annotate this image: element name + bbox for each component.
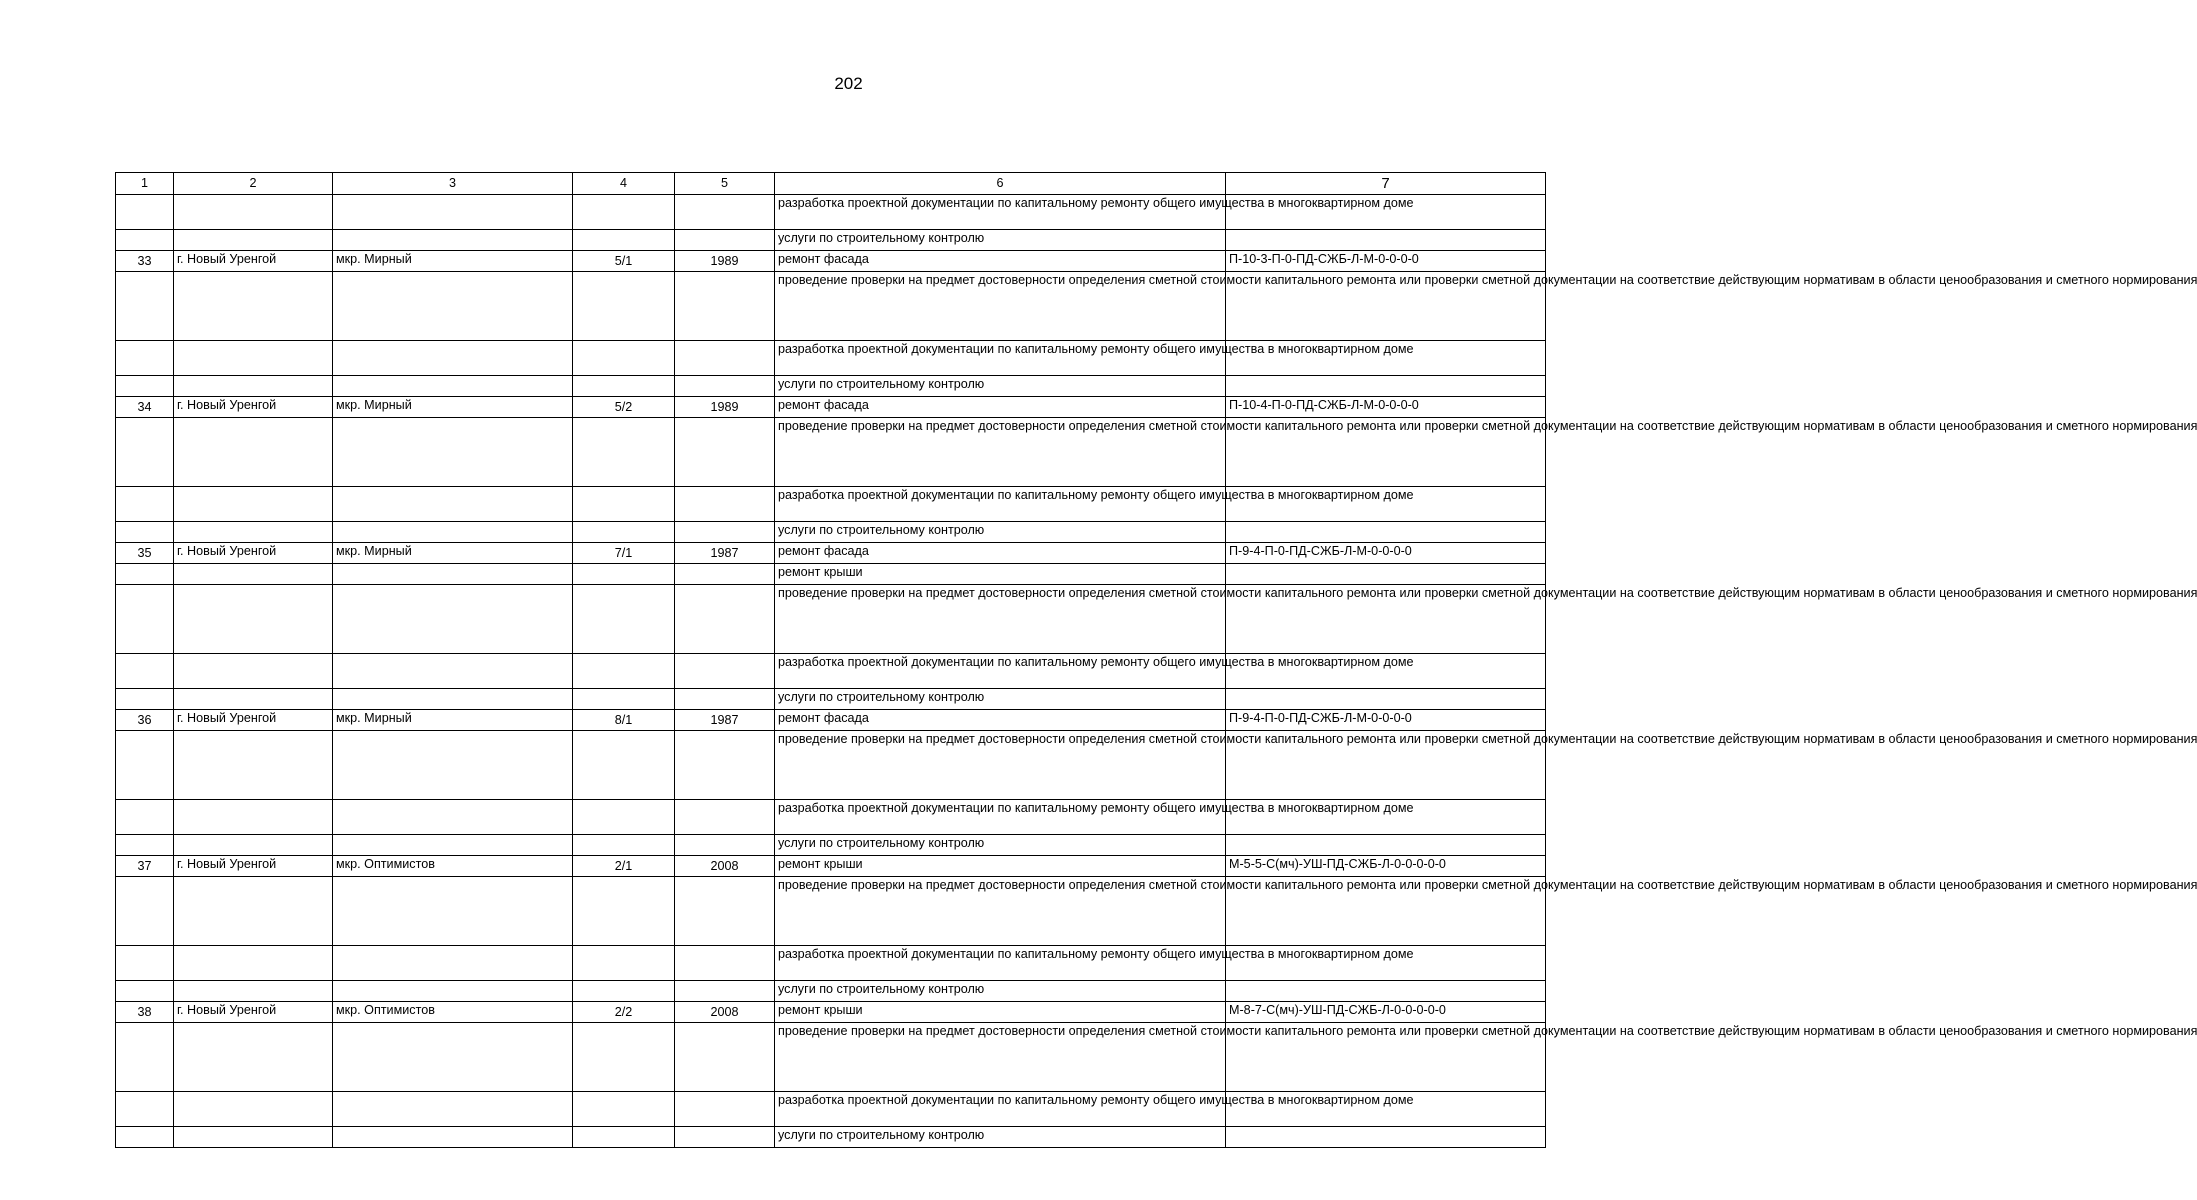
house-code-cell [1226,230,1546,251]
city-cell [174,1092,333,1127]
house-number-cell: 2/1 [573,856,675,877]
object-number-cell [116,731,174,800]
district-cell: мкр. Мирный [333,251,573,272]
city-cell [174,1023,333,1092]
work-type-cell: ремонт фасада [775,710,1226,731]
house-number-cell [573,230,675,251]
district-cell [333,1127,573,1148]
table-row [116,1002,1546,1023]
build-year-cell [675,800,775,835]
work-type-cell: разработка проектной документации по капитальному ремонту общего имущества в многоквартирном доме [775,195,1226,230]
table-row [116,376,1546,397]
district-cell [333,1023,573,1092]
house-number-cell [573,981,675,1002]
city-cell: г. Новый Уренгой [174,251,333,272]
district-cell [333,195,573,230]
object-number-cell [116,341,174,376]
object-number-cell [116,272,174,341]
build-year-cell [675,946,775,981]
city-cell [174,376,333,397]
house-number-cell [573,731,675,800]
house-number-cell [573,654,675,689]
house-number-cell [573,1092,675,1127]
house-number-cell [573,341,675,376]
house-code-cell: П-9-4-П-0-ПД-СЖБ-Л-М-0-0-0-0 [1226,710,1546,731]
house-code-cell: М-8-7-С(мч)-УШ-ПД-СЖБ-Л-0-0-0-0-0 [1226,1002,1546,1023]
build-year-cell [675,195,775,230]
column-header: 2 [174,173,333,195]
table-row [116,731,1546,800]
city-cell [174,654,333,689]
house-number-cell [573,195,675,230]
district-cell [333,654,573,689]
work-type-cell: услуги по строительному контролю [775,1127,1226,1148]
work-type-cell: проведение проверки на предмет достоверности определения сметной стоимости капитального ремонта или проверки сметной документации на соответствие действующим нормативам в области ценообразования и сметного нормирования [775,1023,1226,1092]
build-year-cell: 1987 [675,543,775,564]
work-type-cell: ремонт крыши [775,856,1226,877]
column-header: 3 [333,173,573,195]
build-year-cell [675,877,775,946]
build-year-cell [675,487,775,522]
build-year-cell: 1989 [675,397,775,418]
house-code-cell [1226,981,1546,1002]
table-row [116,341,1546,376]
work-type-cell: проведение проверки на предмет достоверности определения сметной стоимости капитального ремонта или проверки сметной документации на соответствие действующим нормативам в области ценообразования и сметного нормирования [775,731,1226,800]
build-year-cell [675,230,775,251]
column-header: 6 [775,173,1226,195]
page-number: 202 [834,74,863,93]
house-code-cell [1226,689,1546,710]
house-number-cell [573,564,675,585]
city-cell [174,800,333,835]
table-row [116,397,1546,418]
house-number-cell [573,522,675,543]
district-cell [333,418,573,487]
house-code-cell [1226,1127,1546,1148]
district-cell [333,1092,573,1127]
city-cell [174,731,333,800]
table-row [116,835,1546,856]
house-code-cell: М-5-5-С(мч)-УШ-ПД-СЖБ-Л-0-0-0-0-0 [1226,856,1546,877]
district-cell [333,981,573,1002]
city-cell [174,418,333,487]
object-number-cell: 34 [116,397,174,418]
house-code-cell [1226,376,1546,397]
district-cell [333,487,573,522]
city-cell [174,272,333,341]
column-header: 7 [1226,173,1546,195]
district-cell [333,800,573,835]
house-code-cell [1226,564,1546,585]
district-cell: мкр. Мирный [333,543,573,564]
work-type-cell: проведение проверки на предмет достоверности определения сметной стоимости капитального ремонта или проверки сметной документации на соответствие действующим нормативам в области ценообразования и сметного нормирования [775,418,1226,487]
table-row [116,1092,1546,1127]
object-number-cell [116,487,174,522]
house-number-cell: 5/1 [573,251,675,272]
district-cell [333,877,573,946]
build-year-cell [675,418,775,487]
table-row [116,487,1546,522]
work-type-cell: ремонт фасада [775,543,1226,564]
city-cell: г. Новый Уренгой [174,710,333,731]
object-number-cell: 35 [116,543,174,564]
city-cell [174,341,333,376]
table-row [116,272,1546,341]
build-year-cell: 1989 [675,251,775,272]
build-year-cell: 2008 [675,1002,775,1023]
city-cell [174,522,333,543]
house-code-cell [1226,522,1546,543]
build-year-cell [675,564,775,585]
table-row [116,654,1546,689]
work-type-cell: разработка проектной документации по капитальному ремонту общего имущества в многоквартирном доме [775,946,1226,981]
district-cell [333,585,573,654]
house-number-cell: 8/1 [573,710,675,731]
build-year-cell: 2008 [675,856,775,877]
house-number-cell: 2/2 [573,1002,675,1023]
city-cell: г. Новый Уренгой [174,1002,333,1023]
house-number-cell: 7/1 [573,543,675,564]
house-number-cell [573,487,675,522]
city-cell [174,230,333,251]
work-type-cell: разработка проектной документации по капитальному ремонту общего имущества в многоквартирном доме [775,1092,1226,1127]
house-number-cell: 5/2 [573,397,675,418]
build-year-cell [675,731,775,800]
district-cell [333,835,573,856]
table-row [116,251,1546,272]
work-type-cell: ремонт фасада [775,397,1226,418]
object-number-cell: 33 [116,251,174,272]
work-type-cell: проведение проверки на предмет достоверности определения сметной стоимости капитального ремонта или проверки сметной документации на соответствие действующим нормативам в области ценообразования и сметного нормирования [775,877,1226,946]
table-row [116,543,1546,564]
district-cell: мкр. Мирный [333,397,573,418]
work-type-cell: услуги по строительному контролю [775,522,1226,543]
table-row [116,564,1546,585]
work-type-cell: ремонт фасада [775,251,1226,272]
house-number-cell [573,800,675,835]
district-cell [333,272,573,341]
build-year-cell [675,689,775,710]
table-row [116,981,1546,1002]
work-type-cell: услуги по строительному контролю [775,981,1226,1002]
work-type-cell: разработка проектной документации по капитальному ремонту общего имущества в многоквартирном доме [775,341,1226,376]
column-header: 5 [675,173,775,195]
build-year-cell [675,1092,775,1127]
house-number-cell [573,376,675,397]
object-number-cell: 38 [116,1002,174,1023]
build-year-cell [675,585,775,654]
district-cell [333,230,573,251]
district-cell [333,522,573,543]
object-number-cell [116,1127,174,1148]
object-number-cell [116,195,174,230]
district-cell [333,946,573,981]
object-number-cell: 37 [116,856,174,877]
build-year-cell [675,376,775,397]
object-number-cell [116,230,174,251]
table-row [116,522,1546,543]
city-cell [174,946,333,981]
district-cell [333,564,573,585]
table-row [116,195,1546,230]
object-number-cell [116,376,174,397]
city-cell [174,981,333,1002]
city-cell [174,1127,333,1148]
work-type-cell: ремонт крыши [775,1002,1226,1023]
object-number-cell [116,800,174,835]
city-cell [174,195,333,230]
table-row [116,877,1546,946]
object-number-cell [116,564,174,585]
table-row [116,1023,1546,1092]
district-cell [333,341,573,376]
district-cell [333,731,573,800]
table-row [116,585,1546,654]
house-number-cell [573,835,675,856]
column-header: 4 [573,173,675,195]
house-number-cell [573,272,675,341]
district-cell: мкр. Оптимистов [333,856,573,877]
object-number-cell [116,585,174,654]
table-row [116,946,1546,981]
city-cell: г. Новый Уренгой [174,543,333,564]
table-row [116,800,1546,835]
build-year-cell: 1987 [675,710,775,731]
work-type-cell: проведение проверки на предмет достоверности определения сметной стоимости капитального ремонта или проверки сметной документации на соответствие действующим нормативам в области ценообразования и сметного нормирования [775,585,1226,654]
object-number-cell [116,418,174,487]
work-type-cell: услуги по строительному контролю [775,376,1226,397]
work-type-cell: ремонт крыши [775,564,1226,585]
house-code-cell [1226,835,1546,856]
district-cell [333,689,573,710]
table-row [116,689,1546,710]
house-number-cell [573,1023,675,1092]
object-number-cell [116,946,174,981]
work-type-cell: услуги по строительному контролю [775,230,1226,251]
build-year-cell [675,522,775,543]
object-number-cell: 36 [116,710,174,731]
object-number-cell [116,522,174,543]
build-year-cell [675,981,775,1002]
district-cell: мкр. Оптимистов [333,1002,573,1023]
column-number-row [116,173,1546,195]
house-number-cell [573,1127,675,1148]
table-row [116,230,1546,251]
object-number-cell [116,1092,174,1127]
city-cell: г. Новый Уренгой [174,397,333,418]
work-type-cell: услуги по строительному контролю [775,689,1226,710]
build-year-cell [675,272,775,341]
table-row [116,710,1546,731]
house-number-cell [573,877,675,946]
table-body [116,195,2197,1148]
city-cell [174,689,333,710]
column-header: 1 [116,173,174,195]
table-row [116,856,1546,877]
house-number-cell [573,418,675,487]
city-cell [174,564,333,585]
city-cell [174,487,333,522]
city-cell [174,877,333,946]
object-number-cell [116,1023,174,1092]
house-number-cell [573,689,675,710]
object-number-cell [116,689,174,710]
house-number-cell [573,946,675,981]
object-number-cell [116,981,174,1002]
house-code-cell: П-10-3-П-0-ПД-СЖБ-Л-М-0-0-0-0 [1226,251,1546,272]
build-year-cell [675,1127,775,1148]
table-row [116,1127,1546,1148]
city-cell: г. Новый Уренгой [174,856,333,877]
work-type-cell: разработка проектной документации по капитальному ремонту общего имущества в многоквартирном доме [775,654,1226,689]
object-number-cell [116,835,174,856]
house-code-cell: П-9-4-П-0-ПД-СЖБ-Л-М-0-0-0-0 [1226,543,1546,564]
house-number-cell [573,585,675,654]
district-cell: мкр. Мирный [333,710,573,731]
work-type-cell: проведение проверки на предмет достоверности определения сметной стоимости капитального ремонта или проверки сметной документации на соответствие действующим нормативам в области ценообразования и сметного нормирования [775,272,1226,341]
work-type-cell: услуги по строительному контролю [775,835,1226,856]
table-row [116,418,1546,487]
house-code-cell: П-10-4-П-0-ПД-СЖБ-Л-М-0-0-0-0 [1226,397,1546,418]
work-type-cell: разработка проектной документации по капитальному ремонту общего имущества в многоквартирном доме [775,487,1226,522]
build-year-cell [675,835,775,856]
object-number-cell [116,654,174,689]
repair-table [115,172,2197,1148]
object-number-cell [116,877,174,946]
build-year-cell [675,1023,775,1092]
district-cell [333,376,573,397]
build-year-cell [675,654,775,689]
city-cell [174,835,333,856]
city-cell [174,585,333,654]
build-year-cell [675,341,775,376]
work-type-cell: разработка проектной документации по капитальному ремонту общего имущества в многоквартирном доме [775,800,1226,835]
